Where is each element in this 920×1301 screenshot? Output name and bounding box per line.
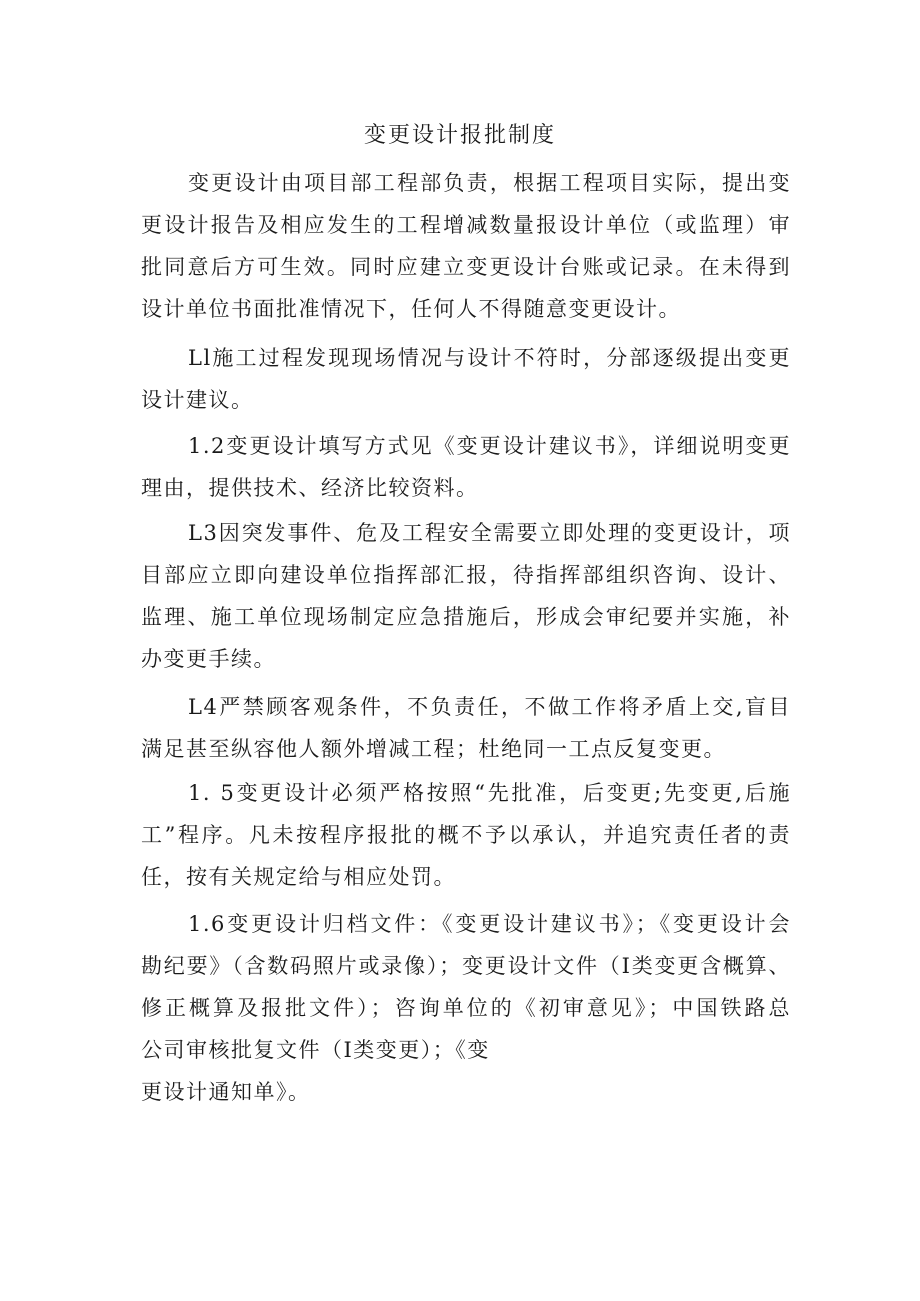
paragraph-line: 设计单位书面批准情况下，任何人不得随意变更设计。 <box>141 297 681 321</box>
paragraph-line: 1.6变更设计归档文件：《变更设计建议书》；《变更设计会 <box>188 912 791 936</box>
paragraph-line: 满足甚至纵容他人额外增减工程；杜绝同一工点反复变更。 <box>141 737 726 761</box>
paragraph-line: 1.2变更设计填写方式见《变更设计建议书》，详细说明变更 <box>188 434 791 458</box>
paragraph-line: 设计建议。 <box>141 388 254 412</box>
paragraph-line: 批同意后方可生效。同时应建立变更设计台账或记录。在未得到 <box>141 255 791 279</box>
paragraph-line: 理由，提供技术、经济比较资料。 <box>141 476 479 500</box>
paragraph-1-2 <box>141 425 791 509</box>
paragraph-line: 监理、施工单位现场制定应急措施后，形成会审纪要并实施，补 <box>141 605 791 629</box>
paragraph-line: L4严禁顾客观条件，不负责任，不做工作将矛盾上交,盲目 <box>188 695 791 719</box>
paragraph-1-5 <box>141 772 791 898</box>
paragraph-1-1 <box>141 337 791 421</box>
paragraph-1-3 <box>141 512 791 680</box>
paragraph-line: 工”程序。凡未按程序报批的概不予以承认，并追究责任者的责 <box>141 823 791 847</box>
paragraph-line: 变更设计由项目部工程部负责，根据工程项目实际，提出变 <box>188 171 791 195</box>
paragraph-line: 1. 5变更设计必须严格按照“先批准，后变更;先变更,后施 <box>188 781 791 805</box>
paragraph-line: 公司审核批复文件（I类变更）；《变 <box>141 1038 490 1062</box>
paragraph-line: L3因突发事件、危及工程安全需要立即处理的变更设计，项 <box>188 521 791 545</box>
paragraph-line: 修正概算及报批文件）；咨询单位的《初审意见》；中国铁路总 <box>141 996 791 1020</box>
paragraph-intro <box>141 162 791 330</box>
paragraph-line: 更设计报告及相应发生的工程增减数量报设计单位（或监理）审 <box>141 213 791 237</box>
paragraph-1-6 <box>141 903 791 1113</box>
paragraph-line: 任，按有关规定给与相应处罚。 <box>141 865 456 889</box>
paragraph-line: 勘纪要》（含数码照片或录像）；变更设计文件（I类变更含概算、 <box>141 954 791 978</box>
document-title: 变更设计报批制度 <box>363 123 556 148</box>
paragraph-line: Ll施工过程发现现场情况与设计不符时，分部逐级提出变更 <box>188 346 791 370</box>
paragraph-1-4 <box>141 686 791 770</box>
paragraph-line: 目部应立即向建设单位指挥部汇报，待指挥部组织咨询、设计、 <box>141 563 791 587</box>
paragraph-line: 办变更手续。 <box>141 647 276 671</box>
paragraph-line: 更设计通知单》。 <box>141 1080 311 1104</box>
